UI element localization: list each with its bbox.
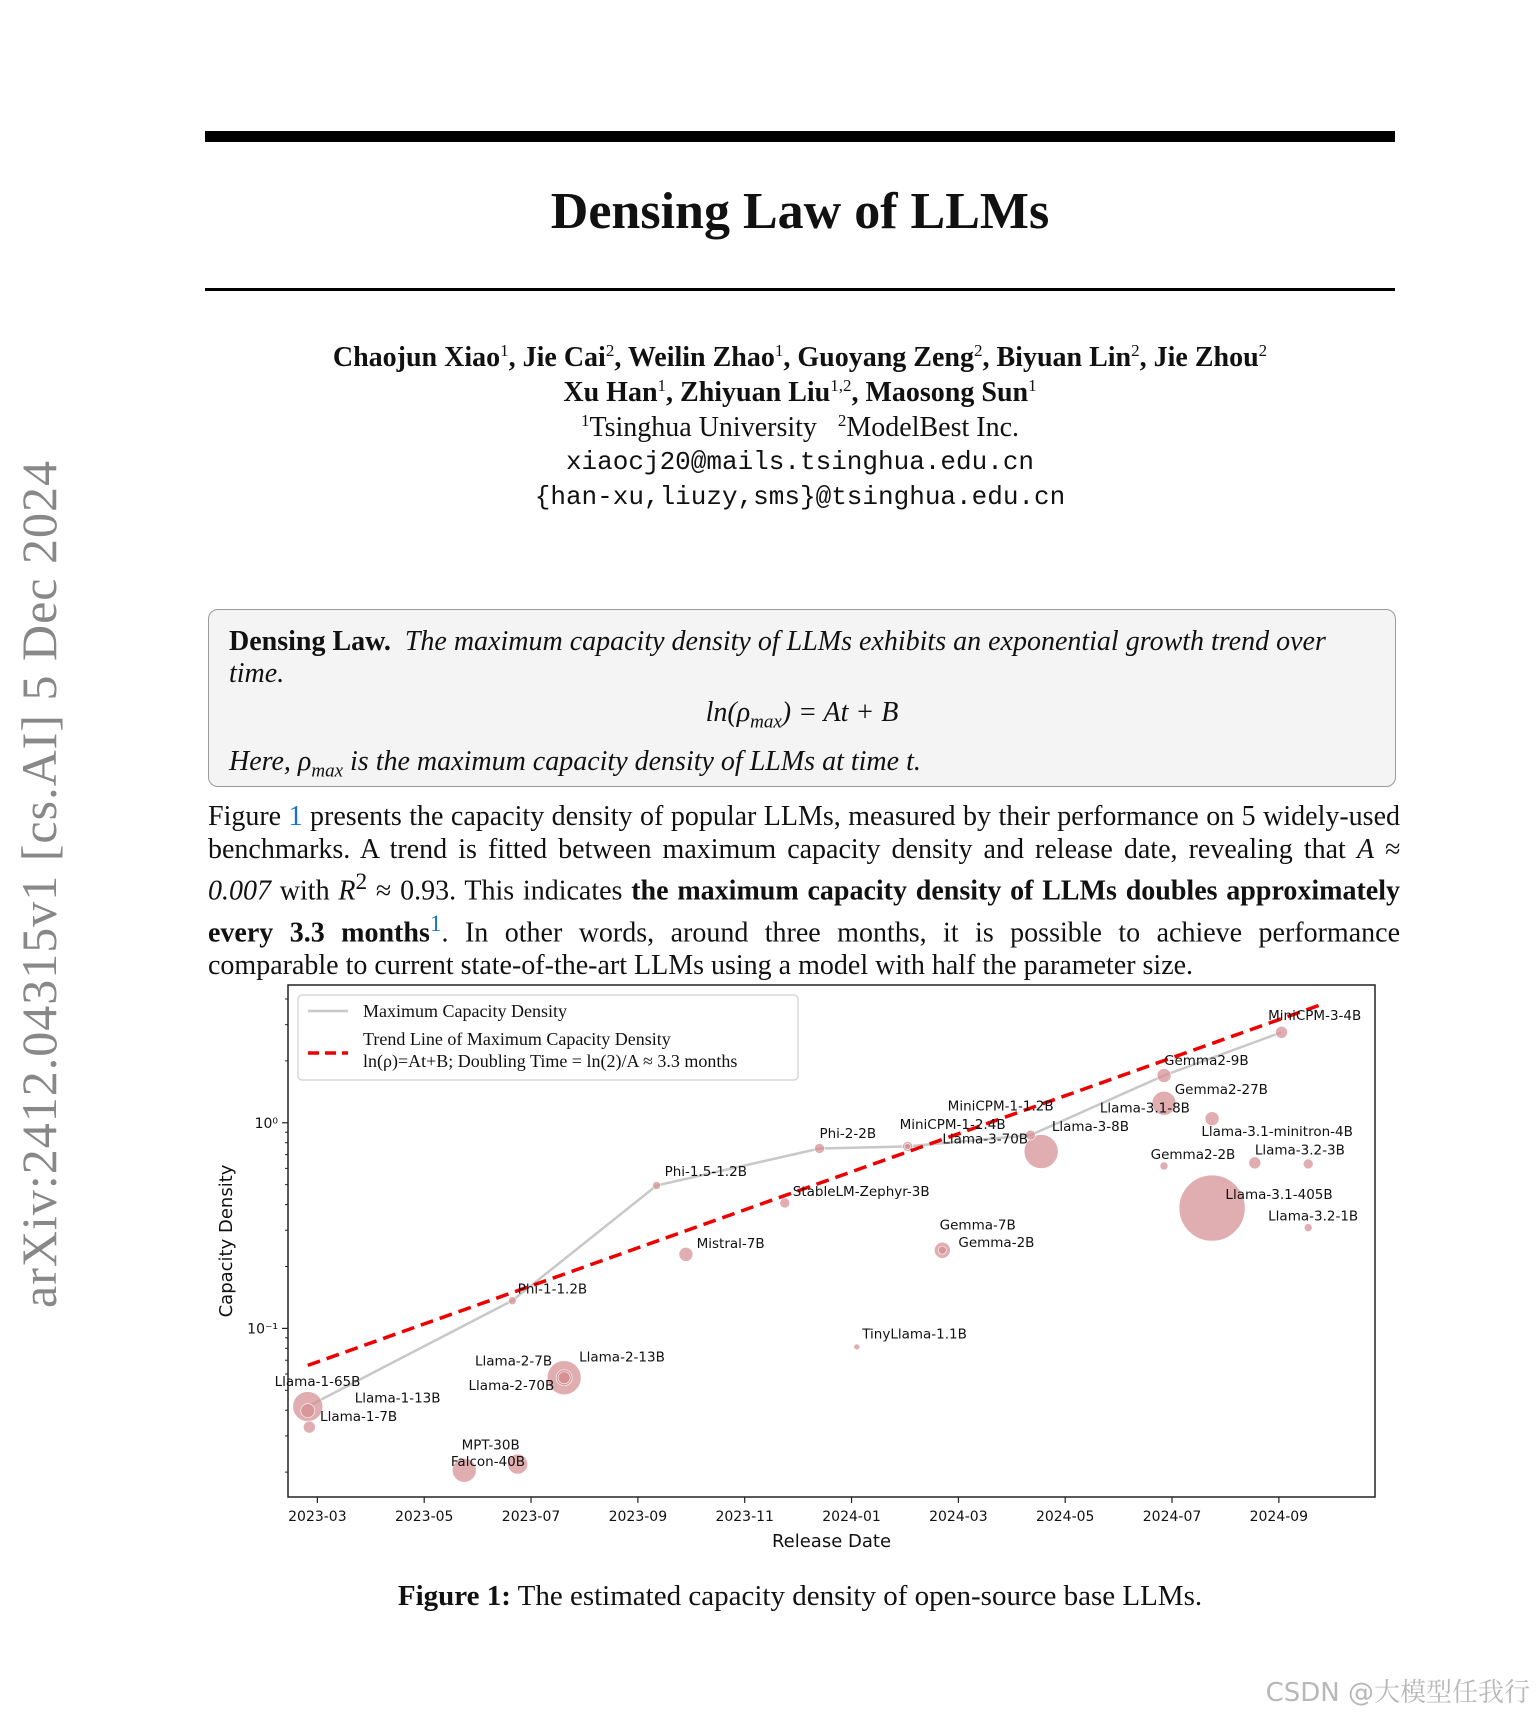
law-equation: $\ln(\rho_{max}) = At + B$ [705, 697, 899, 733]
author-name: Xu Han [563, 377, 658, 408]
model-label: Mistral-7B [696, 1236, 765, 1253]
model-label: Llama-3.2-3B [1254, 1142, 1345, 1159]
author-affiliation-mark: 2 [1258, 341, 1268, 360]
x-tick-label: 2024-03 [929, 1509, 988, 1525]
law-name: Densing Law. [229, 626, 391, 657]
author-block [205, 340, 1395, 515]
email-2[interactable]: {han-xu,liuzy,sms}@tsinghua.edu.cn [534, 482, 1066, 512]
figure-1-chart [210, 975, 1400, 1555]
law-definition: Here, $\rho_{max}$ is the maximum capacity density of LLMs at time t. [229, 745, 921, 782]
title-bottom-rule [205, 288, 1395, 291]
model-label: Gemma2-27B [1174, 1081, 1268, 1098]
y-tick-label: 10⁰ [254, 1115, 278, 1132]
author-affiliation-mark: 2 [605, 341, 615, 360]
model-point [1303, 1159, 1313, 1169]
y-tick-label: 10⁻¹ [247, 1321, 278, 1338]
model-label: Llama-1-65B [274, 1373, 361, 1390]
x-tick-label: 2023-11 [715, 1509, 774, 1525]
author-affiliation-mark: 2 [973, 341, 983, 360]
model-point [1304, 1224, 1312, 1232]
x-axis-label: Release Date [771, 1531, 892, 1552]
author-name: Zhiyuan Liu [680, 377, 831, 408]
affiliations: $^1$Tsinghua University $^2$ModelBest Inc. [580, 411, 1020, 443]
model-label: MPT-30B [461, 1437, 520, 1454]
affiliation-2: ModelBest Inc. [846, 412, 1020, 443]
law-statement [229, 626, 1375, 690]
model-label: MiniCPM-1-1.2B [947, 1098, 1054, 1115]
model-label: Llama-2-7B [474, 1353, 553, 1370]
author-affiliation-mark: 1 [657, 376, 667, 395]
author-name: Jie Zhou [1153, 342, 1259, 373]
email-1[interactable]: xiaocj20@mails.tsinghua.edu.cn [565, 447, 1035, 477]
model-point [679, 1247, 693, 1261]
densing-law-box [208, 609, 1396, 787]
model-point [653, 1181, 661, 1189]
author-affiliation-mark: 1 [500, 341, 509, 360]
model-label: Llama-3.1-8B [1099, 1100, 1190, 1117]
footnote-link[interactable]: 1 [429, 910, 442, 937]
arxiv-id: arXiv:2412.04315v1 [cs.AI] 5 Dec 2024 [11, 460, 67, 1308]
figure-ref-link[interactable]: 1 [288, 801, 303, 832]
affiliation-1: Tsinghua University [589, 412, 817, 443]
x-tick-label: 2023-03 [288, 1509, 347, 1525]
model-label: Gemma2-2B [1150, 1146, 1236, 1163]
model-label: Gemma-7B [939, 1217, 1016, 1234]
x-tick-label: 2023-07 [501, 1509, 561, 1525]
model-label: Llama-3.1-minitron-4B [1201, 1124, 1353, 1141]
body-paragraph: Figure 1 presents the capacity density of popular LLMs, measured by their performance on 5 widely-used benchmarks. A trend is fitted between maximum capacity density and release date, revealing that A ≈ 0.007 with $R^2 \approx 0.93$. This indicates the maximum capacity density of LLMs doubles approximately every 3.3 months$^1$. In other words, around three months, it is possible to achieve performance comparable to current state-of-the-art LLMs using a model with half the parameter size. [208, 801, 1401, 981]
model-label: Llama-1-13B [354, 1390, 441, 1407]
author-affiliation-mark: 1,2 [830, 376, 852, 395]
author-affiliation-mark: 1 [1028, 376, 1037, 395]
paper-title: Densing Law of LLMs [550, 183, 1050, 240]
model-label: MiniCPM-3-4B [1268, 1007, 1362, 1024]
model-point [780, 1198, 790, 1208]
law-text: The maximum capacity density of LLMs exhibits an exponential growth trend over time. [229, 626, 1326, 689]
title-top-rule [205, 131, 1395, 142]
author-name: Guoyang Zeng [797, 342, 974, 373]
model-label: Gemma-2B [958, 1235, 1035, 1252]
x-tick-label: 2024-05 [1035, 1509, 1095, 1525]
author-affiliation-mark: 1 [774, 341, 784, 360]
chart-svg [210, 975, 1400, 1555]
author-name: Chaojun Xiao [332, 342, 501, 373]
model-point [814, 1143, 824, 1153]
model-point [1179, 1175, 1245, 1241]
model-label: Phi-1-1.2B [517, 1281, 588, 1298]
model-point [303, 1421, 315, 1433]
model-label: Llama-3.1-405B [1225, 1186, 1333, 1203]
model-label: Llama-1-7B [320, 1408, 398, 1425]
model-label: TinyLlama-1.1B [862, 1326, 967, 1343]
author-name: Maosong Sun [865, 377, 1029, 408]
arxiv-sidebar-stamp [0, 384, 78, 1384]
model-point [508, 1297, 516, 1305]
author-line-1: Chaojun Xiao$^1$, Jie Cai$^2$, Weilin Zhao$^1$, Guoyang Zeng$^2$, Biyuan Lin$^2$, Jie Zhou$^2$ [332, 341, 1268, 373]
legend-trend-formula: ln(ρ)=At+B; Doubling Time = ln(2)/A ≈ 3.3 months [363, 1051, 738, 1071]
author-name: Weilin Zhao [627, 342, 775, 373]
figure-caption: Figure 1: The estimated capacity density of open-source base LLMs. [397, 1580, 1203, 1612]
model-point [1249, 1157, 1261, 1169]
model-point [905, 1143, 911, 1149]
model-label: Llama-3-8B [1051, 1118, 1129, 1135]
model-label: Falcon-40B [450, 1454, 526, 1471]
model-label: Llama-3.2-1B [1268, 1208, 1359, 1225]
model-label: StableLM-Zephyr-3B [792, 1183, 930, 1200]
model-point [301, 1404, 315, 1418]
model-label: Llama-3-70B [942, 1131, 1029, 1148]
model-point [1157, 1068, 1171, 1082]
author-line-2: Xu Han$^1$, Zhiyuan Liu$^{1,2}$, Maosong Sun$^1$ [563, 376, 1037, 408]
model-label: Phi-2-2B [819, 1126, 877, 1143]
model-label: Llama-2-70B [468, 1378, 555, 1395]
max-capacity-line [308, 1032, 1282, 1406]
model-point [1276, 1026, 1288, 1038]
model-point [1160, 1162, 1168, 1170]
model-label: Llama-2-13B [579, 1349, 665, 1366]
x-tick-label: 2024-01 [822, 1509, 881, 1525]
model-label: Gemma2-9B [1164, 1053, 1249, 1070]
y-axis-label: Capacity Density [216, 1164, 237, 1318]
legend-max-label: Maximum Capacity Density [363, 1001, 567, 1021]
legend-trend-label: Trend Line of Maximum Capacity Density [363, 1029, 671, 1049]
model-label: Phi-1.5-1.2B [664, 1164, 747, 1181]
author-affiliation-mark: 2 [1131, 341, 1140, 360]
x-tick-label: 2024-07 [1142, 1509, 1202, 1525]
author-name: Biyuan Lin [996, 342, 1132, 373]
x-tick-label: 2023-09 [608, 1509, 668, 1525]
author-name: Jie Cai [522, 342, 606, 373]
model-point [854, 1344, 860, 1350]
x-tick-label: 2023-05 [394, 1509, 454, 1525]
model-point [938, 1246, 946, 1254]
model-point [558, 1372, 570, 1384]
x-tick-label: 2024-09 [1249, 1509, 1309, 1525]
watermark: CSDN @大模型任我行 [1265, 1678, 1530, 1708]
model-label: MiniCPM-1-2.4B [899, 1116, 1006, 1133]
